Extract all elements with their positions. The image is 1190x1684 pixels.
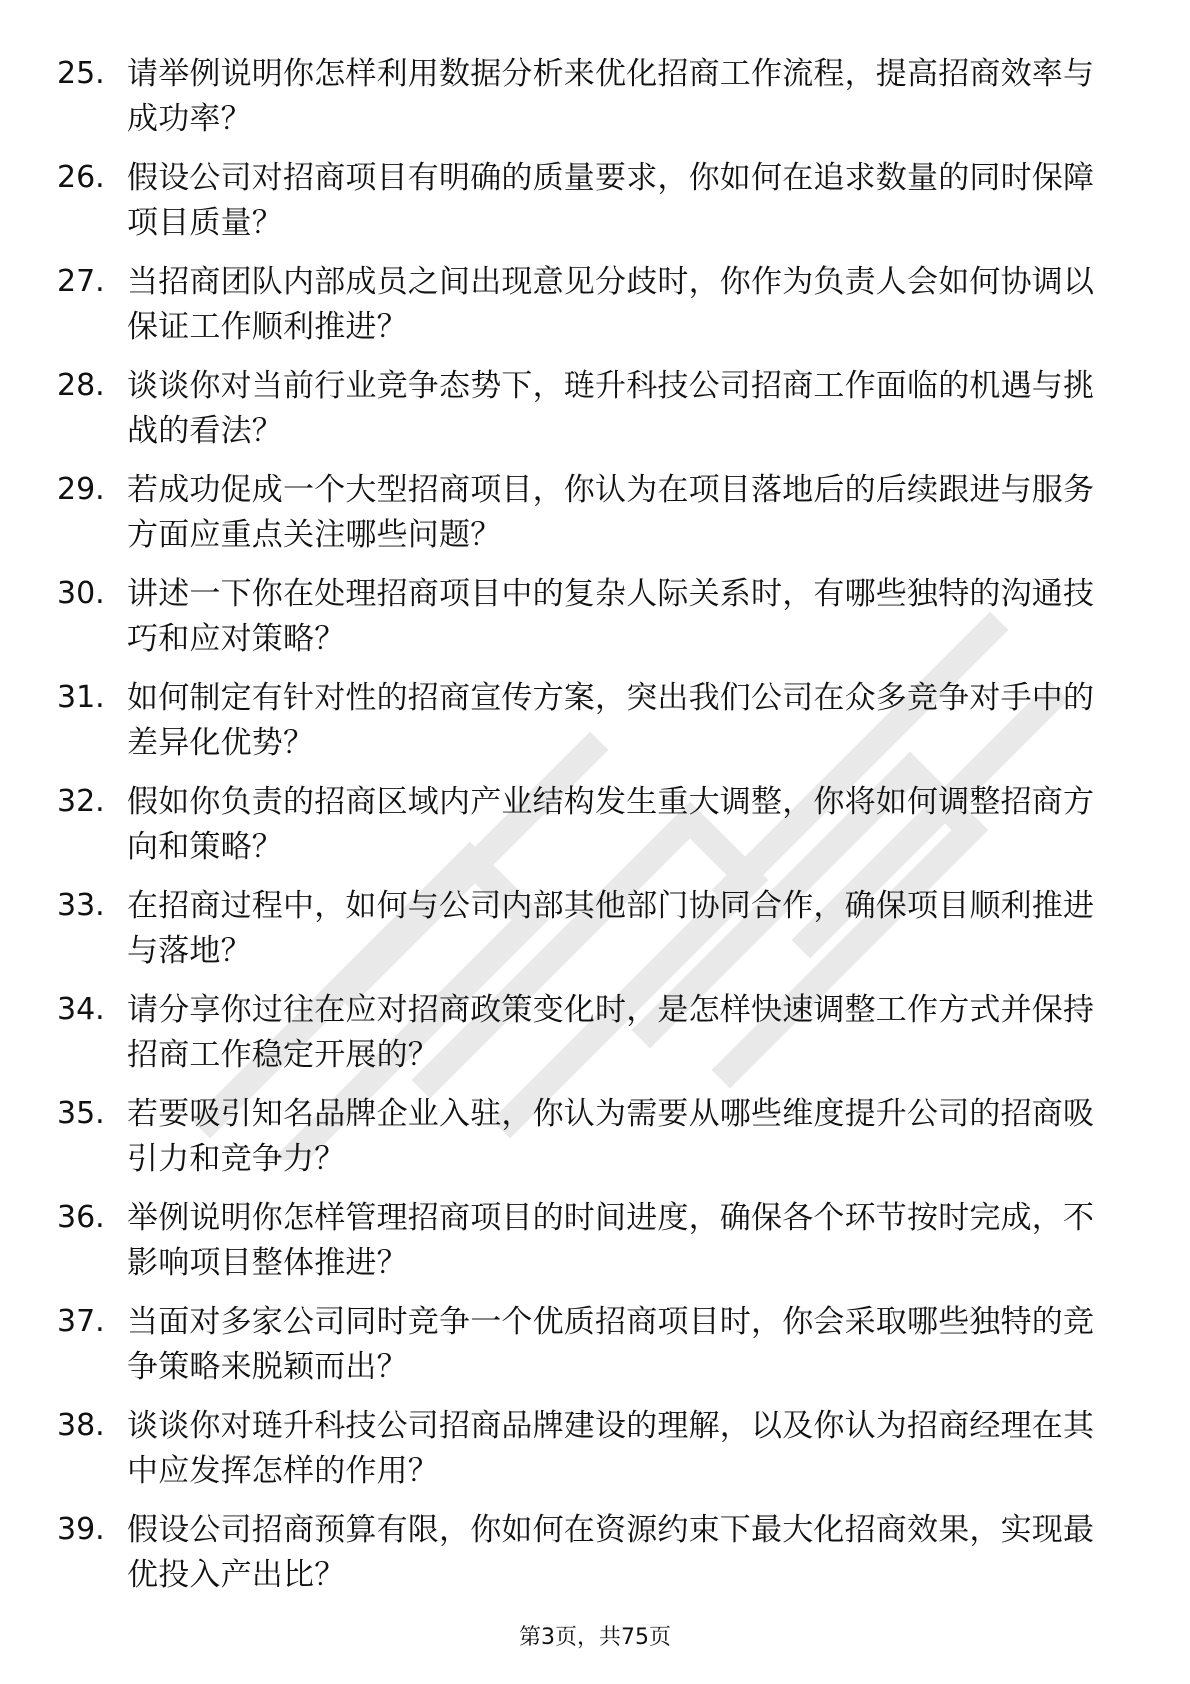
question-number: 37. [57, 1304, 105, 1339]
question-text: 假如你负责的招商区域内产业结构发生重大调整，你将如何调整招商方向和策略？ [127, 784, 1095, 865]
question-text: 举例说明你怎样管理招商项目的时间进度，确保各个环节按时完成，不影响项目整体推进？ [127, 1200, 1095, 1281]
question-text: 讲述一下你在处理招商项目中的复杂人际关系时，有哪些独特的沟通技巧和应对策略？ [127, 576, 1095, 657]
question-number: 25. [57, 56, 105, 91]
question-item [57, 676, 1137, 780]
question-item [57, 1404, 1137, 1508]
question-number: 29. [57, 472, 105, 507]
question-item [57, 52, 1137, 156]
question-number: 38. [57, 1408, 105, 1443]
question-item [57, 988, 1137, 1092]
question-item [57, 1092, 1137, 1196]
question-item [57, 1196, 1137, 1300]
question-number: 28. [57, 368, 105, 403]
question-item [57, 260, 1137, 364]
question-number: 27. [57, 264, 105, 299]
question-item [57, 884, 1137, 988]
question-text: 若成功促成一个大型招商项目，你认为在项目落地后的后续跟进与服务方面应重点关注哪些问题？ [127, 472, 1095, 553]
question-number: 30. [57, 576, 105, 611]
question-text: 假设公司对招商项目有明确的质量要求，你如何在追求数量的同时保障项目质量？ [127, 160, 1095, 241]
question-text: 当招商团队内部成员之间出现意见分歧时，你作为负责人会如何协调以保证工作顺利推进？ [127, 264, 1095, 345]
question-item [57, 364, 1137, 468]
page-footer: 第3页，共75页 [519, 1625, 671, 1650]
question-text: 如何制定有针对性的招商宣传方案，突出我们公司在众多竞争对手中的差异化优势？ [127, 680, 1095, 761]
question-item [57, 572, 1137, 676]
question-item [57, 468, 1137, 572]
question-number: 35. [57, 1096, 105, 1131]
question-text: 谈谈你对琏升科技公司招商品牌建设的理解，以及你认为招商经理在其中应发挥怎样的作用？ [127, 1408, 1095, 1489]
question-text: 请分享你过往在应对招商政策变化时，是怎样快速调整工作方式并保持招商工作稳定开展的？ [127, 992, 1095, 1073]
question-text: 谈谈你对当前行业竞争态势下，琏升科技公司招商工作面临的机遇与挑战的看法？ [127, 368, 1095, 449]
question-number: 36. [57, 1200, 105, 1235]
question-number: 26. [57, 160, 105, 195]
question-number: 31. [57, 680, 105, 715]
question-item [57, 780, 1137, 884]
question-item [57, 1508, 1137, 1612]
question-text: 若要吸引知名品牌企业入驻，你认为需要从哪些维度提升公司的招商吸引力和竞争力？ [127, 1096, 1095, 1177]
question-number: 39. [57, 1512, 105, 1547]
question-text: 请举例说明你怎样利用数据分析来优化招商工作流程，提高招商效率与成功率？ [127, 56, 1095, 137]
question-text: 假设公司招商预算有限，你如何在资源约束下最大化招商效果，实现最优投入产出比？ [127, 1512, 1095, 1593]
question-number: 32. [57, 784, 105, 819]
question-text: 在招商过程中，如何与公司内部其他部门协同合作，确保项目顺利推进与落地？ [127, 888, 1095, 969]
question-text: 当面对多家公司同时竞争一个优质招商项目时，你会采取哪些独特的竞争策略来脱颖而出？ [127, 1304, 1095, 1385]
question-item [57, 156, 1137, 260]
question-number: 33. [57, 888, 105, 923]
question-item [57, 1300, 1137, 1404]
question-number: 34. [57, 992, 105, 1027]
question-list [57, 52, 1137, 1612]
